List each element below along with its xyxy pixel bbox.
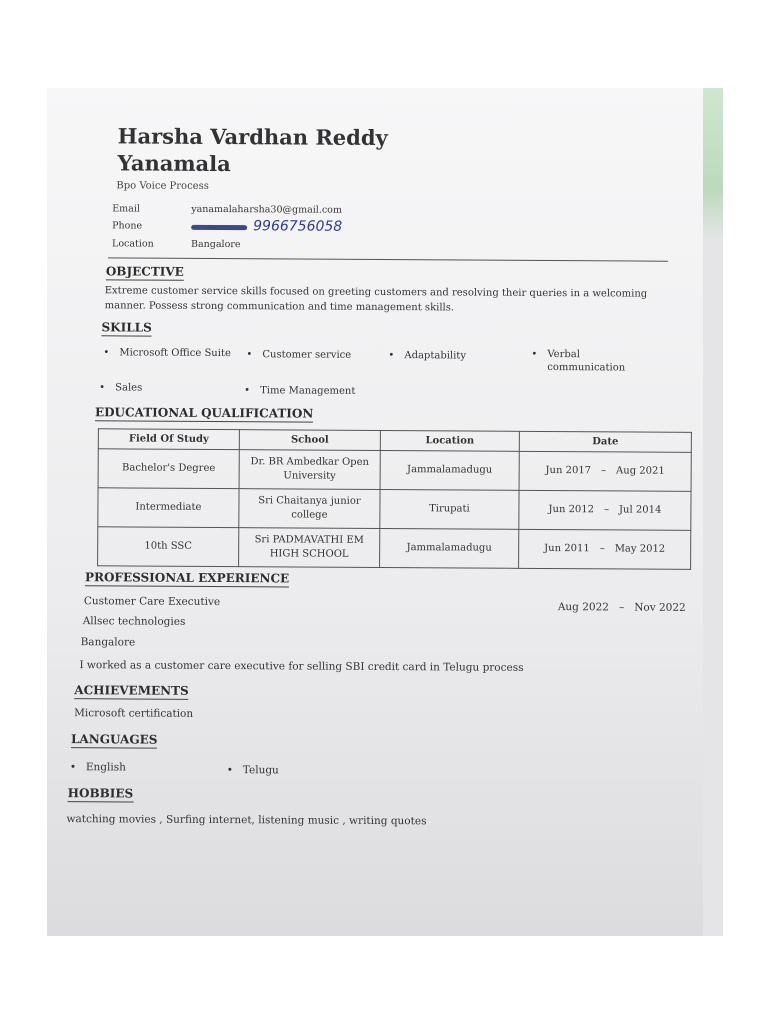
redaction-scribble [191, 225, 247, 230]
experience-description: I worked as a customer care executive for selling SBI credit card in Telugu process [79, 659, 524, 674]
skill-item: • Customer service [262, 348, 351, 362]
field-cell: Intermediate [98, 488, 239, 528]
column-header: Field Of Study [98, 429, 239, 450]
header-divider [108, 257, 668, 261]
phone-label: Phone [112, 220, 143, 232]
school-line-2: HIGH SCHOOL [269, 548, 349, 560]
document-photo [47, 88, 723, 936]
handwritten-phone: 9966756058 [253, 218, 343, 235]
table-row [98, 488, 691, 531]
contact-block [112, 200, 342, 253]
field-cell: Bachelor's Degree [98, 449, 239, 489]
end-date: Jul 2014 [619, 504, 662, 516]
location-cell: Jammalamadugu [380, 450, 519, 490]
candidate-name [117, 122, 387, 178]
location-value: Bangalore [191, 238, 241, 251]
background-edge [703, 88, 723, 936]
skill-item [547, 348, 625, 374]
date-cell [519, 529, 691, 569]
start-date: Aug 2022 [557, 601, 610, 614]
end-date: Nov 2022 [634, 601, 686, 614]
school-line-1: Dr. BR Ambedkar Open [250, 456, 369, 468]
end-date: May 2012 [614, 543, 666, 555]
school-cell [239, 489, 380, 529]
skill-item-line-1: Verbal [547, 349, 580, 361]
field-cell: 10th SSC [98, 527, 239, 567]
date-dash: – [618, 601, 625, 614]
location-cell: Jammalamadugu [380, 528, 519, 568]
education-heading: EDUCATIONAL QUALIFICATION [94, 405, 314, 421]
table-row [98, 449, 691, 492]
school-line-1: Sri Chaitanya junior [258, 495, 361, 507]
skill-item-line-2: communication [547, 362, 626, 374]
hobbies-heading: HOBBIES [67, 786, 134, 801]
column-header: Location [380, 430, 519, 451]
date-dash: – [604, 504, 610, 516]
objective-line-2: manner. Possess strong communication and time management skills. [104, 300, 455, 314]
date-dash: – [601, 465, 607, 477]
job-title: Bpo Voice Process [116, 180, 209, 192]
objective-heading: OBJECTIVE [105, 264, 184, 279]
hobbies-text: watching movies , Surfing internet, listening music , writing quotes [66, 813, 427, 828]
skill-item: • Sales [115, 381, 142, 394]
column-header: Date [519, 431, 691, 452]
language-item: • Telugu [243, 764, 279, 777]
location-cell: Tirupati [380, 489, 519, 529]
column-header: School [239, 430, 380, 451]
experience-heading: PROFESSIONAL EXPERIENCE [84, 570, 290, 586]
start-date: Jun 2017 [545, 465, 592, 477]
school-line-2: college [291, 509, 328, 521]
skill-item: • Microsoft Office Suite [119, 346, 231, 360]
education-table [97, 428, 692, 570]
date-cell [519, 490, 691, 530]
achievements-text: Microsoft certification [74, 707, 194, 720]
email-row [112, 200, 342, 218]
language-item: • English [86, 761, 126, 774]
skill-item: • Time Management [260, 384, 355, 398]
email-label: Email [112, 203, 140, 215]
school-cell [239, 450, 380, 490]
school-line-2: University [283, 470, 336, 482]
objective-text [105, 283, 648, 316]
phone-value [191, 218, 342, 237]
end-date: Aug 2021 [616, 465, 665, 477]
name-line-1: Harsha Vardhan Reddy [117, 123, 388, 151]
resume-sheet [54, 88, 705, 936]
experience-city: Bangalore [80, 636, 136, 649]
start-date: Jun 2011 [544, 542, 590, 555]
skill-item: • Adaptability [404, 349, 466, 362]
experience-role: Customer Care Executive [83, 595, 221, 609]
start-date: Jun 2012 [548, 504, 595, 516]
school-line-1: Sri PADMAVATHI EM [254, 534, 364, 546]
table-row [98, 527, 691, 570]
experience-dates [558, 601, 686, 614]
date-dash: – [599, 543, 605, 555]
date-cell [519, 451, 691, 491]
phone-row [112, 217, 342, 236]
languages-heading: LANGUAGES [70, 732, 158, 747]
achievements-heading: ACHIEVEMENTS [74, 683, 189, 698]
experience-company: Allsec technologies [82, 615, 186, 628]
objective-line-1: Extreme customer service skills focused on greeting customers and resolving their queries in a welcoming [104, 285, 648, 300]
skills-heading: SKILLS [101, 320, 152, 335]
location-label: Location [112, 238, 154, 250]
school-cell [239, 528, 380, 568]
location-row [112, 235, 342, 253]
email-value: yanamalaharsha30@gmail.com [191, 203, 342, 216]
name-line-2: Yanamala [117, 150, 231, 177]
